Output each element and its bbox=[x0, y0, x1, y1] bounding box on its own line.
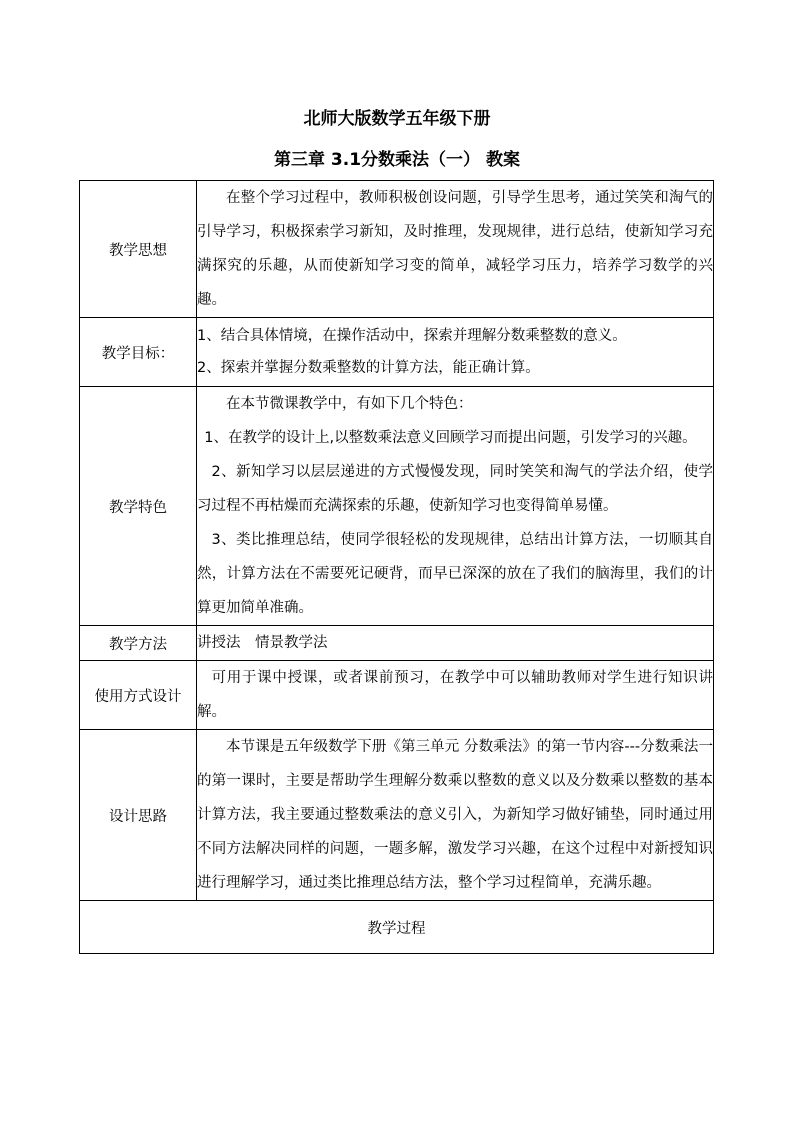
row-label-design-rationale: 设计思路 bbox=[80, 730, 197, 901]
row-content-teaching-features bbox=[197, 387, 714, 626]
paragraph: 2、探索并掌握分数乘整数的计算方法，能正确计算。 bbox=[197, 360, 540, 376]
table-row bbox=[80, 901, 714, 954]
paragraph: 可用于课中授课，或者课前预习，在教学中可以辅助教师对学生进行知识讲解。 bbox=[197, 670, 713, 720]
row-label-teaching-goals: 教学目标： bbox=[80, 318, 197, 387]
paragraph: 1、在教学的设计上,以整数乘法意义回顾学习而提出问题，引发学习的兴趣。 bbox=[204, 430, 697, 446]
row-label-teaching-method: 教学方法 bbox=[80, 626, 197, 661]
paragraph: 讲授法 情景教学法 bbox=[197, 635, 328, 651]
table-row bbox=[80, 181, 714, 318]
teaching-process-heading: 教学过程 bbox=[80, 901, 714, 954]
table-row bbox=[80, 661, 714, 730]
row-label-teaching-philosophy: 教学思想 bbox=[80, 181, 197, 318]
table-row bbox=[80, 730, 714, 901]
paragraph: 在本节微课教学中，有如下几个特色： bbox=[226, 396, 473, 412]
row-content-usage-design bbox=[197, 661, 714, 730]
row-label-teaching-features: 教学特色 bbox=[80, 387, 197, 626]
table-row bbox=[80, 318, 714, 387]
lesson-plan-table bbox=[79, 180, 714, 954]
row-content-design-rationale bbox=[197, 730, 714, 901]
row-label-usage-design: 使用方式设计 bbox=[80, 661, 197, 730]
paragraph: 本节课是五年级数学下册《第三单元 分数乘法》的第一节内容---分数乘法一的第一课时，主要是帮助学生理解分数乘以整数的意义以及分数乘以整数的基本计算方法，我主要通过整数乘法的意义引入，为新知学习做好铺垫，同时通过用不同方法解决同样的问题，一题多解，激发学习兴趣，在这个过程中对新授知识进行理解学习，通过类比推理总结方法，整个学习过程简单，充满乐趣。 bbox=[197, 739, 713, 891]
paragraph: 1、结合具体情境，在操作活动中，探索并理解分数乘整数的意义。 bbox=[197, 328, 627, 344]
row-content-teaching-method bbox=[197, 626, 714, 661]
paragraph: 3、类比推理总结，使同学很轻松的发现规律，总结出计算方法，一切顺其自然，计算方法在不需要死记硬背，而早已深深的放在了我们的脑海里，我们的计算更加简单准确。 bbox=[197, 532, 713, 616]
paragraph: 2、新知学习以层层递进的方式慢慢发现，同时笑笑和淘气的学法介绍，使学习过程不再枯燥而充满探索的乐趣，使新知学习也变得简单易懂。 bbox=[197, 464, 713, 514]
row-content-teaching-philosophy bbox=[197, 181, 714, 318]
document-subtitle: 第三章 3.1分数乘法（一） 教案 bbox=[274, 150, 520, 170]
table-row bbox=[80, 387, 714, 626]
document-title: 北师大版数学五年级下册 bbox=[303, 109, 491, 129]
row-content-teaching-goals bbox=[197, 318, 714, 387]
paragraph: 在整个学习过程中，教师积极创设问题，引导学生思考，通过笑笑和淘气的引导学习，积极探索学习新知，及时推理，发现规律，进行总结，使新知学习充满探究的乐趣，从而使新知学习变的简单，减轻学习压力，培养学习数学的兴趣。 bbox=[197, 190, 713, 308]
table-row bbox=[80, 626, 714, 661]
